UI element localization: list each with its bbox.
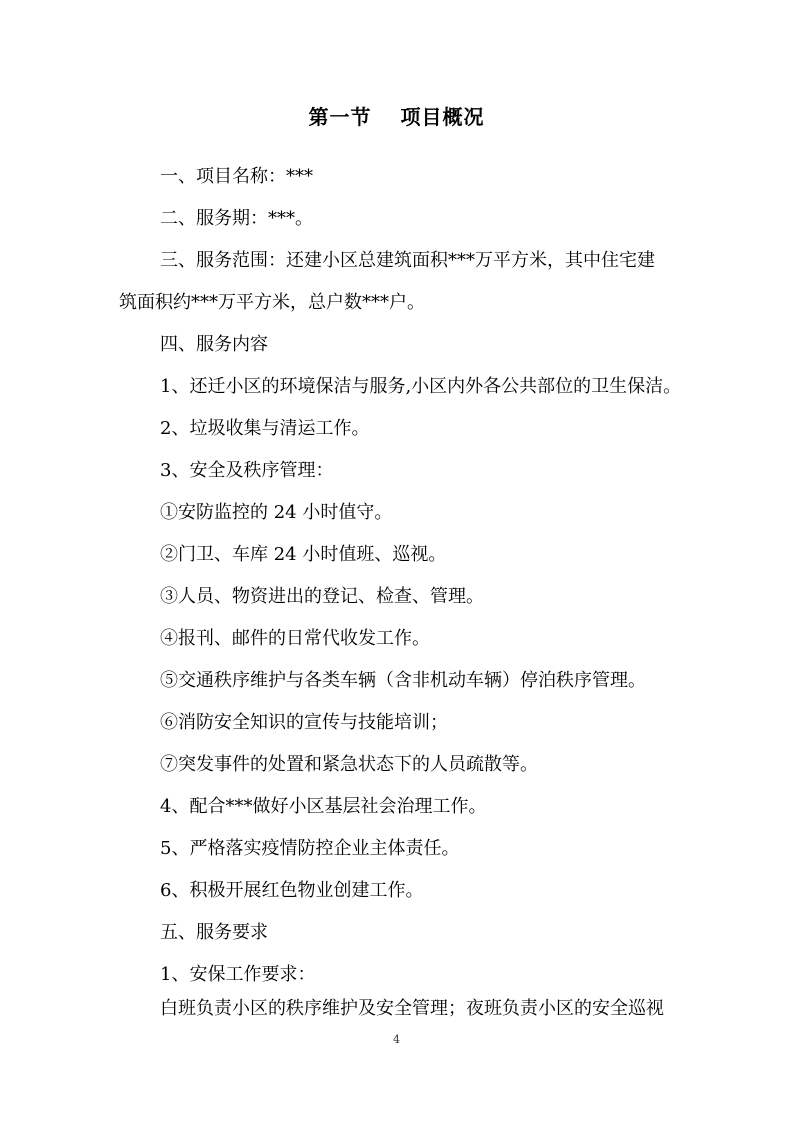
service-requirements-heading: 五、服务要求 (160, 922, 268, 943)
security-subitem-3: ③人员、物资进出的登记、检查、管理。 (160, 586, 484, 607)
service-content-heading: 四、服务内容 (160, 334, 268, 355)
service-scope-line: 三、服务范围：还建小区总建筑面积***万平方米，其中住宅建 (160, 250, 655, 271)
content-item-4: 4、配合***做好小区基层社会治理工作。 (160, 796, 487, 817)
page-number: 4 (393, 1033, 400, 1046)
section-title: 第一节 项目概况 (308, 105, 485, 129)
requirement-item-1: 1、安保工作要求： (160, 964, 316, 985)
service-scope-continuation: 筑面积约***万平方米，总户数***户。 (119, 292, 425, 313)
project-name-line: 一、项目名称：*** (160, 166, 313, 187)
content-item-3: 3、安全及秩序管理： (160, 460, 334, 481)
security-subitem-1: ①安防监控的 24 小时值守。 (160, 502, 393, 523)
security-subitem-2: ②门卫、车库 24 小时值班、巡视。 (160, 544, 447, 565)
content-item-5: 5、严格落实疫情防控企业主体责任。 (160, 838, 460, 859)
requirement-item-1-text: 白班负责小区的秩序维护及安全管理；夜班负责小区的安全巡视 (160, 998, 664, 1019)
security-subitem-4: ④报刊、邮件的日常代收发工作。 (160, 628, 430, 649)
service-period-line: 二、服务期：***。 (160, 208, 313, 229)
security-subitem-6: ⑥消防安全知识的宣传与技能培训； (160, 712, 448, 733)
security-subitem-7: ⑦突发事件的处置和紧急状态下的人员疏散等。 (160, 754, 538, 775)
content-item-1: 1、还迁小区的环境保洁与服务,小区内外各公共部位的卫生保洁。 (160, 376, 682, 397)
content-item-2: 2、垃圾收集与清运工作。 (160, 418, 370, 439)
content-item-6: 6、积极开展红色物业创建工作。 (160, 880, 424, 901)
security-subitem-5: ⑤交通秩序维护与各类车辆（含非机动车辆）停泊秩序管理。 (160, 670, 646, 691)
